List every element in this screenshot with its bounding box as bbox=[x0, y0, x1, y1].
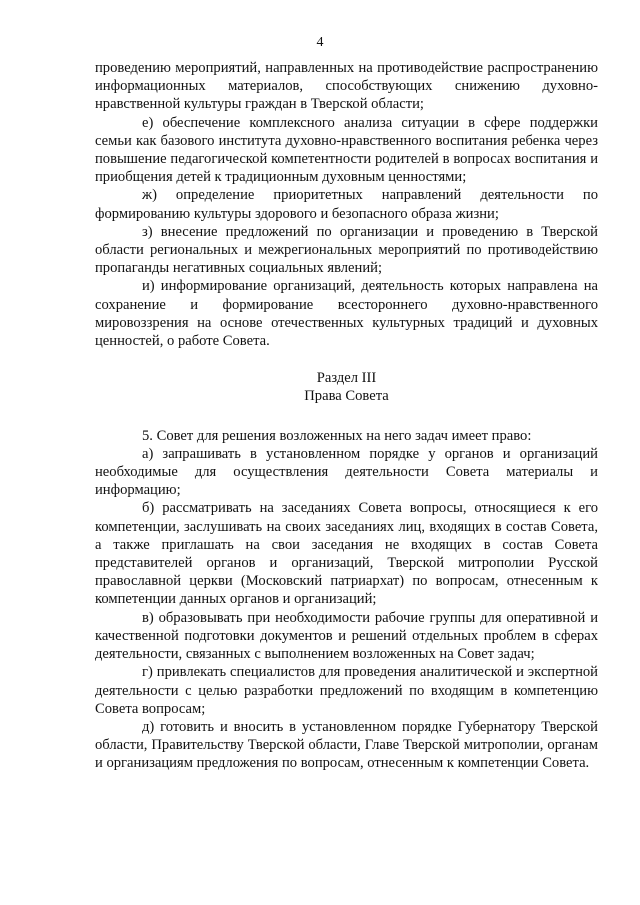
paragraph-item-zh: ж) определение приоритетных направлений деятельности по формированию культуры здорового и безопасного образа жизни; bbox=[95, 187, 598, 222]
paragraph-item-g: г) привлекать специалистов для проведения аналитической и экспертной деятельности с целью разработки предложений по входящим в компетенцию Совета вопросам; bbox=[95, 664, 598, 717]
paragraph-item-d: д) готовить и вносить в установленном порядке Губернатору Тверской области, Правительству Тверской области, Главе Тверской митрополии, органам и организациям предложения по вопросам, отнесенным к компетенции Совета. bbox=[95, 718, 598, 772]
section-number: Раздел III bbox=[316, 370, 377, 387]
section-title: Права Совета bbox=[304, 388, 389, 405]
page-number: 4 bbox=[316, 35, 324, 50]
paragraph-item-e: е) обеспечение комплексного анализа ситуации в сфере поддержки семьи как базового института духовно-нравственного воспитания ребенка через повышение педагогической компетентности родителей в вопросах воспитания и приобщения детей к традиционным духовным ценностями; bbox=[95, 114, 598, 186]
paragraph-item-z: з) внесение предложений по организации и проведению в Тверской области региональных и межрегиональных мероприятий по противодействию пропаганды негативных социальных явлений; bbox=[95, 223, 598, 277]
paragraph-item-v: в) образовывать при необходимости рабочие группы для оперативной и качественной подготовки документов и решений отдельных проблем в сферах деятельности, связанных с выполнением возложенных на Совет задач; bbox=[95, 609, 598, 663]
document-body bbox=[95, 59, 598, 773]
paragraph-item-b: б) рассматривать на заседаниях Совета вопросы, относящиеся к его компетенции, заслушивать на своих заседаниях лиц, входящих в состав Совета, а также приглашать на свои заседания не входящих в состав Совета представителей органов и организаций, Тверской митрополии Русской православной церкви (Московский патриархат) по вопросам, отнесенным к компетенции данных органов и организаций; bbox=[95, 500, 598, 608]
paragraph-item-i: и) информирование организаций, деятельность которых направлена на сохранение и формирование всестороннего духовно-нравственного мировоззрения на основе отечественных культурных традиций и духовных ценностей, о работе Совета. bbox=[95, 278, 598, 350]
paragraph-clause-5: 5. Совет для решения возложенных на него задач имеет право: bbox=[142, 427, 532, 444]
paragraph-item-a: а) запрашивать в установленном порядке у органов и организаций необходимые для осуществления деятельности Совета материалы и информацию; bbox=[95, 445, 598, 499]
paragraph-continuation: проведению мероприятий, направленных на противодействие распространению информационных материалов, способствующих снижению духовно-нравственной культуры граждан в Тверской области; bbox=[95, 60, 598, 113]
section-heading bbox=[95, 369, 598, 405]
